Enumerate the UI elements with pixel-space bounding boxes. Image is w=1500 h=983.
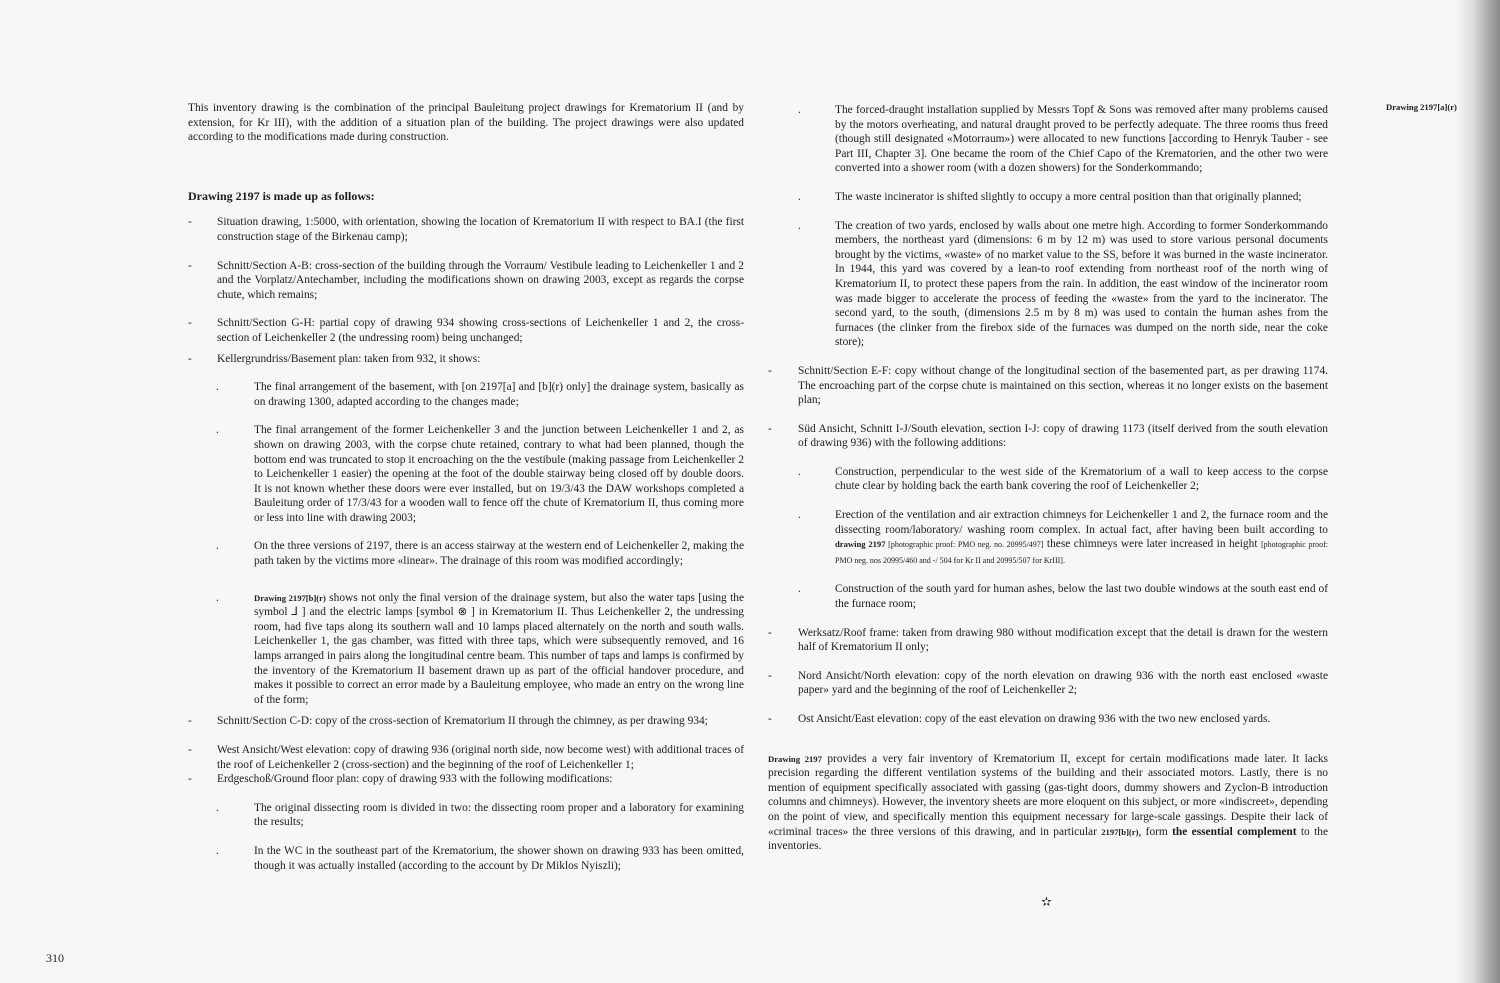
list-item-text: Erdgeschoß/Ground floor plan: copy of drawing 933 with the following modifications: <box>217 773 613 786</box>
sub-list-item-text: The final arrangement of the former Leichenkeller 3 and the junction between Leichenkeller 1 and 2, as shown on drawing 2003, with the corpse chute retained, contrary to what had been planned, though the bottom end was truncated to stop it encroaching on the the vestibule (making passage from Leichenkeller 2 to Leichenkeller 1 easier) the opening at the foot of the double stairway being closed off by double doors. It is not known whether these doors were ever installed, but on 19/3/43 the DAW workshops completed a Bauleitung order of 17/3/43 for a wooden wall to fence off the chute of Krematorium II, thus coming more or less into line with drawing 2003; <box>254 424 744 524</box>
emphasis-text: the essential complement <box>1172 825 1297 838</box>
sub-list-item-text: The forced-draught installation supplied by Messrs Topf & Sons was removed after many problems caused by the motors overheating, and natural draught proved to be perfectly adequate. The three rooms thus freed (though still designated «Motorraum») were allocated to new functions [according to Henryk Tauber - see Part III, Chapter 3]. One became the room of the Chief Capo of the Krematorien, and the other two were converted into a shower room (with a dozen showers) for the Sonderkommando; <box>835 104 1328 175</box>
list-item-text: Süd Ansicht, Schnitt I-J/South elevation, section I-J: copy of drawing 1173 (itself derived from the south elevation of drawing 936) with the following additions: <box>798 422 1328 450</box>
list-item-text: West Ansicht/West elevation: copy of drawing 936 (original north side, now become west) with additional traces of the roof of Leichenkeller 2 (cross-section) and the beginning of the roof of Leichenkeller 1; <box>217 744 744 771</box>
list-item <box>188 352 744 367</box>
drawing-ref-label: Drawing 2197[b](r) <box>254 592 326 603</box>
sub-list-item <box>188 591 744 708</box>
list-item <box>188 215 744 244</box>
sub-list-item-text <box>254 591 744 708</box>
drawing-ref-label: drawing 2197 <box>835 539 886 550</box>
list-item-text: Schnitt/Section E-F: copy without change of the longitudinal section of the basemented part, as per drawing 1174. The encroaching part of the corpse chute is maintained on this section, whereas it no longer exists on the basement plan; <box>798 364 1328 407</box>
sub-list-item-text: Construction of the south yard for human ashes, below the last two double windows at the south east end of the furnace room; <box>835 583 1328 611</box>
sub-list-item <box>188 844 744 873</box>
sub-list-item <box>188 801 744 830</box>
text-run: , form <box>1138 825 1173 838</box>
dot-bullet: . <box>216 424 219 437</box>
text-run: to the inventories. <box>768 825 1328 853</box>
list-item <box>768 422 1328 451</box>
dot-bullet: . <box>798 583 801 596</box>
dot-bullet: . <box>216 801 219 814</box>
list-item <box>188 259 744 303</box>
dash-bullet: - <box>188 317 192 330</box>
dot-bullet: . <box>798 219 801 232</box>
dot-bullet: . <box>798 104 801 116</box>
list-item <box>768 669 1328 698</box>
dash-bullet: - <box>768 422 772 435</box>
sub-list-item <box>768 190 1328 205</box>
sub-list-item <box>768 219 1328 350</box>
sub-list-item-text: The creation of two yards, enclosed by walls about one metre high. According to former Sonderkommando members, the northeast yard (dimensions: 6 m by 12 m) was used to store various personal documents brought by the victims, «waste» of no market value to the SS, before it was burned in the waste incinerator. In 1944, this yard was covered by a lean-to roof extending from northeast roof of the north wing of Krematorium II, to protect these papers from the rain. In addition, the east window of the incinerator room was made bigger to accelerate the process of feeding the «waste» from the yard to the incinerator. The second yard, to the south, (dimensions 2.5 m by 8 m) was used to contain the human ashes from the furnaces (the clinker from the firebox side of the furnaces was dumped on the north side, near the coke store); <box>835 219 1328 349</box>
dash-bullet: - <box>188 216 192 229</box>
dash-bullet: - <box>188 352 192 365</box>
star-ornament: ✫ <box>1041 894 1052 909</box>
dash-bullet: - <box>768 364 772 377</box>
dash-bullet: - <box>768 626 772 639</box>
text-run: these chimneys were later increased in height <box>1043 538 1261 551</box>
list-item <box>188 714 744 729</box>
dot-bullet: . <box>216 381 219 394</box>
list-item-text: Situation drawing, 1:5000, with orientation, showing the location of Krematorium II with respect to BA.I (the first construction stage of the Birkenau camp); <box>217 216 744 243</box>
sub-list-item <box>188 423 744 525</box>
margin-drawing-label: Drawing 2197[a](r) <box>1386 102 1457 112</box>
list-item-text: Schnitt/Section C-D: copy of the cross-section of Krematorium II through the chimney, as per drawing 934; <box>217 715 708 728</box>
left-column <box>188 101 744 873</box>
sub-list-item-text: In the WC in the southeast part of the Krematorium, the shower shown on drawing 933 has been omitted, though it was actually installed (according to the account by Dr Miklos Nyiszli); <box>254 844 744 872</box>
sub-list-item-text: The original dissecting room is divided in two: the dissecting room proper and a laboratory for examining the results; <box>254 801 744 829</box>
dash-bullet: - <box>188 259 192 272</box>
text-run: Erection of the ventilation and air extraction chimneys for Leichenkeller 1 and 2, the furnace room and the dissecting room/laboratory/ washing room complex. In actual fact, after having been built according to <box>835 509 1328 536</box>
list-item-text: Ost Ansicht/East elevation: copy of the east elevation on drawing 936 with the two new enclosed yards. <box>798 713 1271 725</box>
sub-list-item <box>768 582 1328 611</box>
conclusion-paragraph <box>768 752 1328 854</box>
dash-bullet: - <box>188 773 192 786</box>
intro-paragraph: This inventory drawing is the combination of the principal Bauleitung project drawings for Krematorium II (and by extension, for Kr III), with the addition of a situation plan of the building. The project drawings were also updated according to the modifications made during construction. <box>188 102 744 144</box>
sub-list-item-text <box>835 508 1328 568</box>
sub-list-item <box>188 539 744 568</box>
text-run: provides a very fair inventory of Krematorium II, except for certain modifications made later. It lacks precision regarding the different ventilation systems of the building and their associated motors. Lastly, there is no mention of equipment specifically associated with gassing (gas-tight doors, dummy showers and Zyclon-B introduction columns and chimneys). However, the inventory sheets are more eloquent on this subject, or more «indiscreet», depending on the point of view, and specifically mention this equipment necessary for large-scale gassings. Despite their lack of «criminal traces» the three versions of this drawing, and in particular <box>768 752 1328 838</box>
dot-bullet: . <box>798 465 801 478</box>
dash-bullet: - <box>768 713 772 725</box>
dash-bullet: - <box>188 744 192 756</box>
page-number: 310 <box>46 951 64 965</box>
list-item <box>188 772 744 787</box>
list-item-text: Werksatz/Roof frame: taken from drawing 980 without modification except that the detail is drawn for the western half of Krematorium II only; <box>798 626 1328 654</box>
list-item <box>188 316 744 345</box>
dash-bullet: - <box>188 715 192 728</box>
dot-bullet: . <box>216 844 219 857</box>
photo-reference: [photographic proof: PMO neg. no. 20995/497] <box>885 540 1044 550</box>
section-heading: Drawing 2197 is made up as follows: <box>188 188 375 203</box>
list-item <box>768 364 1328 408</box>
drawing-ref-label: Drawing 2197 <box>768 753 822 764</box>
list-item <box>768 712 1328 727</box>
list-item <box>188 743 744 772</box>
sub-list-item <box>188 380 744 409</box>
dot-bullet: . <box>216 540 219 553</box>
page-edge-shadow <box>1456 0 1500 983</box>
dot-bullet: . <box>798 190 801 203</box>
list-item-text: Schnitt/Section G-H: partial copy of drawing 934 showing cross-sections of Leichenkeller 1 and 2, the cross-section of Leichenkeller 2 (the undressing room) being unchanged; <box>217 317 744 344</box>
list-item-text: Nord Ansicht/North elevation: copy of the north elevation on drawing 936 with the north east enclosed «waste paper» yard and the beginning of the roof of Leichenkeller 2; <box>798 669 1328 697</box>
list-item <box>768 626 1328 655</box>
dot-bullet: . <box>798 509 801 522</box>
list-item-text: Schnitt/Section A-B: cross-section of the building through the Vorraum/ Vestibule leading to Leichenkeller 1 and 2 and the Vorplatz/Antechamber, including the modifications shown on drawing 2003, except as regards the corpse chute, which remains; <box>217 259 744 301</box>
dash-bullet: - <box>768 669 772 682</box>
sub-list-item <box>768 103 1328 176</box>
sub-list-item-text: Construction, perpendicular to the west side of the Krematorium of a wall to keep access to the corpse chute clear by holding back the earth bank covering the roof of Leichenkeller 2; <box>835 465 1328 493</box>
list-item-text: Kellergrundriss/Basement plan: taken from 932, it shows: <box>217 352 481 365</box>
sub-list-item <box>768 465 1328 494</box>
drawing-ref-text: shows not only the final version of the drainage system, but also the water taps [using the symbol ⅃ ] and the electric lamps [symbol ⊗ ] in Krematorium II. Thus Leichenkeller 2, the undressing room, had five taps along its southern wall and 10 lamps placed alternately on the north and south walls. Leichenkeller 1, the gas chamber, was fitted with three taps, which were subsequently removed, and 16 lamps arranged in pairs along the longitudinal centre beam. This number of taps and lamps is confirmed by the inventory of the Krematorium II basement drawn up as part of the official handover procedure, and makes it possible to correct an error made by a Bauleitung employee, who made an entry on the wrong line of the form; <box>254 591 744 706</box>
dot-bullet: . <box>216 591 219 604</box>
right-column <box>768 103 1328 854</box>
sub-list-item-text: The final arrangement of the basement, with [on 2197[a] and [b](r) only] the drainage system, basically as on drawing 1300, adapted according to the changes made; <box>254 381 744 408</box>
photo-reference: [photographic proof: PMO neg. nos 20995/460 and -/ 504 for Kr II and 20995/507 for KrIII]. <box>835 540 1328 565</box>
sub-list-item-text: The waste incinerator is shifted slightly to occupy a more central position than that originally planned; <box>835 190 1302 203</box>
sub-list-item <box>768 508 1328 568</box>
drawing-ref-label: 2197[b](r) <box>1101 826 1139 837</box>
sub-list-item-text: On the three versions of 2197, there is an access stairway at the western end of Leichenkeller 2, making the path taken by the victims more «linear». The drainage of this room was modified accordingly; <box>254 540 744 568</box>
